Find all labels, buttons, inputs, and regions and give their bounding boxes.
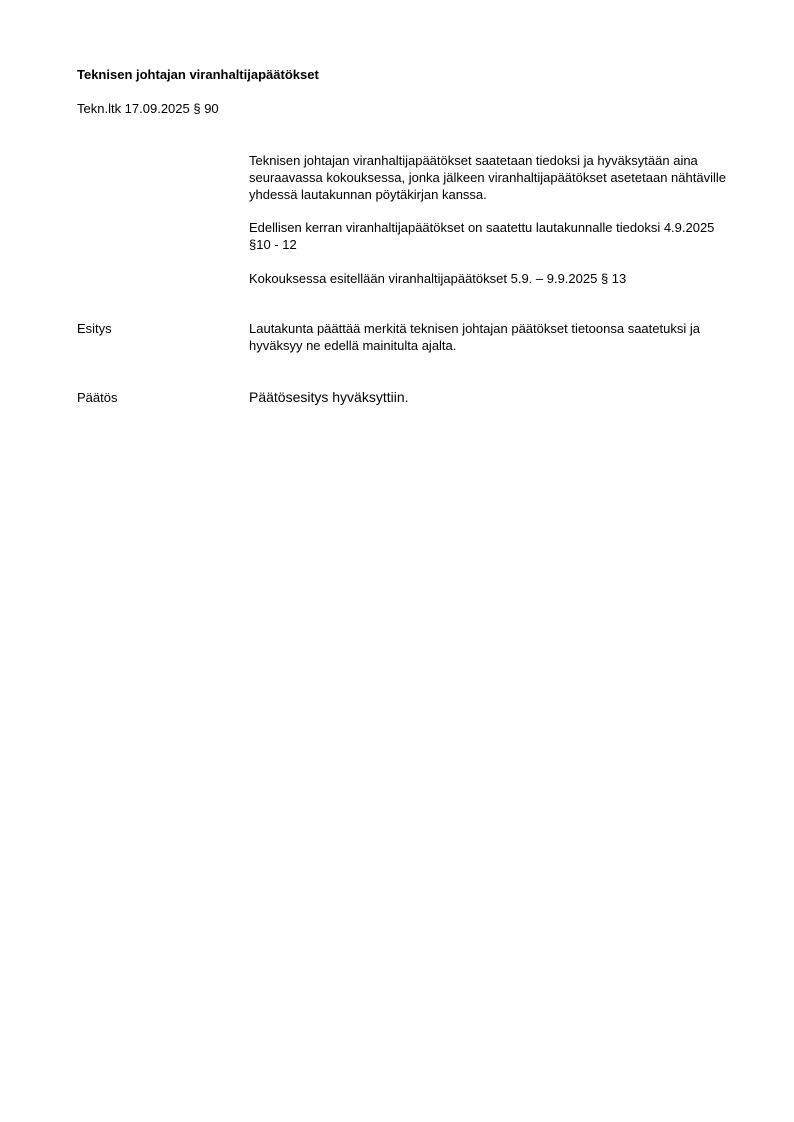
- esitys-text: Lautakunta päättää merkitä teknisen johtajan päätökset tietoonsa saatetuksi ja hyväksyy ne edellä mainitulta ajalta.: [249, 321, 700, 353]
- paatos-label: Päätös: [77, 390, 118, 405]
- intro-paragraph-3: Kokouksessa esitellään viranhaltijapäätökset 5.9. – 9.9.2025 § 13: [249, 271, 627, 286]
- esitys-label: Esitys: [77, 321, 112, 336]
- meeting-reference: Tekn.ltk 17.09.2025 § 90: [77, 101, 219, 116]
- intro-paragraph-2: Edellisen kerran viranhaltijapäätökset on saatettu lautakunnalle tiedoksi 4.9.2025 §10 - 12: [249, 220, 715, 252]
- paatos-text: Päätösesitys hyväksyttiin.: [249, 389, 409, 405]
- intro-paragraph-1: Teknisen johtajan viranhaltijapäätökset saatetaan tiedoksi ja hyväksytään aina seuraavassa kokouksessa, jonka jälkeen viranhaltijapäätökset asetetaan nähtäville yhdessä lautakunnan pöytäkirjan kanssa.: [249, 153, 726, 202]
- document-title: Teknisen johtajan viranhaltijapäätökset: [77, 67, 319, 82]
